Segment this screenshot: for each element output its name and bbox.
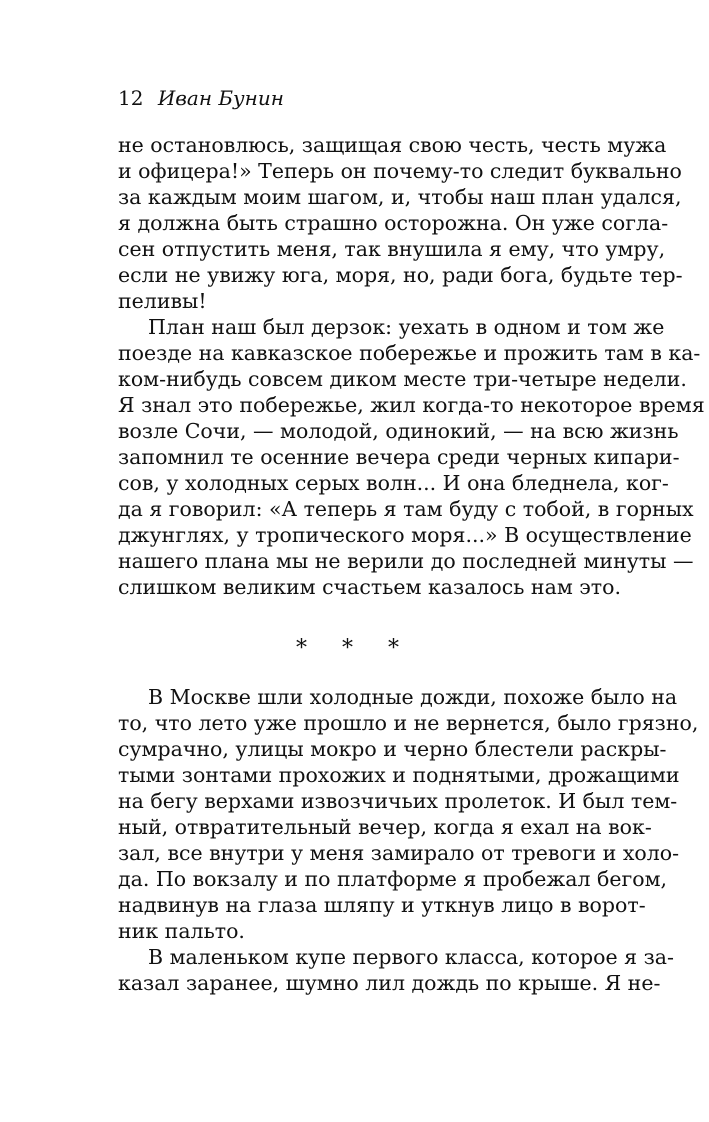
text-line: если не увижу юга, моря, но, ради бога, будьте тер- [118, 263, 683, 287]
text-line: ник пальто. [118, 919, 245, 943]
text-line: нашего плана мы не верили до последней минуты — [118, 549, 694, 573]
text-line: ный, отвратительный вечер, когда я ехал на вок- [118, 815, 652, 839]
text-line: поезде на кавказское побережье и прожить там в ка- [118, 341, 701, 365]
text-line: да я говорил: «А теперь я там буду с тобой, в горных [118, 497, 694, 521]
text-line: казал заранее, шумно лил дождь по крыше. Я не- [118, 971, 661, 995]
running-header-author: Иван Бунин [157, 86, 284, 110]
text-line: запомнил те осенние вечера среди черных кипари- [118, 445, 680, 469]
text-line: за каждым моим шагом, и, чтобы наш план удался, [118, 185, 682, 209]
text-line: тыми зонтами прохожих и поднятыми, дрожащими [118, 763, 680, 787]
text-line: и офицера!» Теперь он почему-то следит буквально [118, 159, 682, 183]
text-line: то, что лето уже прошло и не вернется, было грязно, [118, 711, 699, 735]
section-separator: * * * [296, 636, 413, 661]
text-line: я должна быть страшно осторожна. Он уже согла- [118, 211, 669, 235]
text-line: пеливы! [118, 289, 207, 313]
text-line: сен отпустить меня, так внушила я ему, что умру, [118, 237, 666, 261]
text-line: ком-нибудь совсем диком месте три-четыре недели. [118, 367, 687, 391]
running-header [118, 86, 284, 110]
text-line: сов, у холодных серых волн... И она бледнела, ког- [118, 471, 669, 495]
text-line: Я знал это побережье, жил когда-то некоторое время [118, 393, 705, 417]
text-line: не остановлюсь, защищая свою честь, честь мужа [118, 133, 667, 157]
text-line: В маленьком купе первого класса, которое я за- [148, 945, 674, 969]
text-line: надвинув на глаза шляпу и уткнув лицо в ворот- [118, 893, 646, 917]
text-line: зал, все внутри у меня замирало от тревоги и холо- [118, 841, 680, 865]
text-line: слишком великим счастьем казалось нам это. [118, 575, 621, 599]
text-line: сумрачно, улицы мокро и черно блестели раскры- [118, 737, 667, 761]
page-number: 12 [118, 86, 144, 110]
text-line: возле Сочи, — молодой, одинокий, — на всю жизнь [118, 419, 679, 443]
text-line: на бегу верхами извозчичьих пролеток. И был тем- [118, 789, 678, 813]
text-line: В Москве шли холодные дожди, похоже было на [148, 685, 678, 709]
text-line: да. По вокзалу и по платформе я пробежал бегом, [118, 867, 668, 891]
text-line: джунглях, у тропического моря...» В осуществление [118, 523, 692, 547]
text-line: План наш был дерзок: уехать в одном и том же [148, 315, 665, 339]
